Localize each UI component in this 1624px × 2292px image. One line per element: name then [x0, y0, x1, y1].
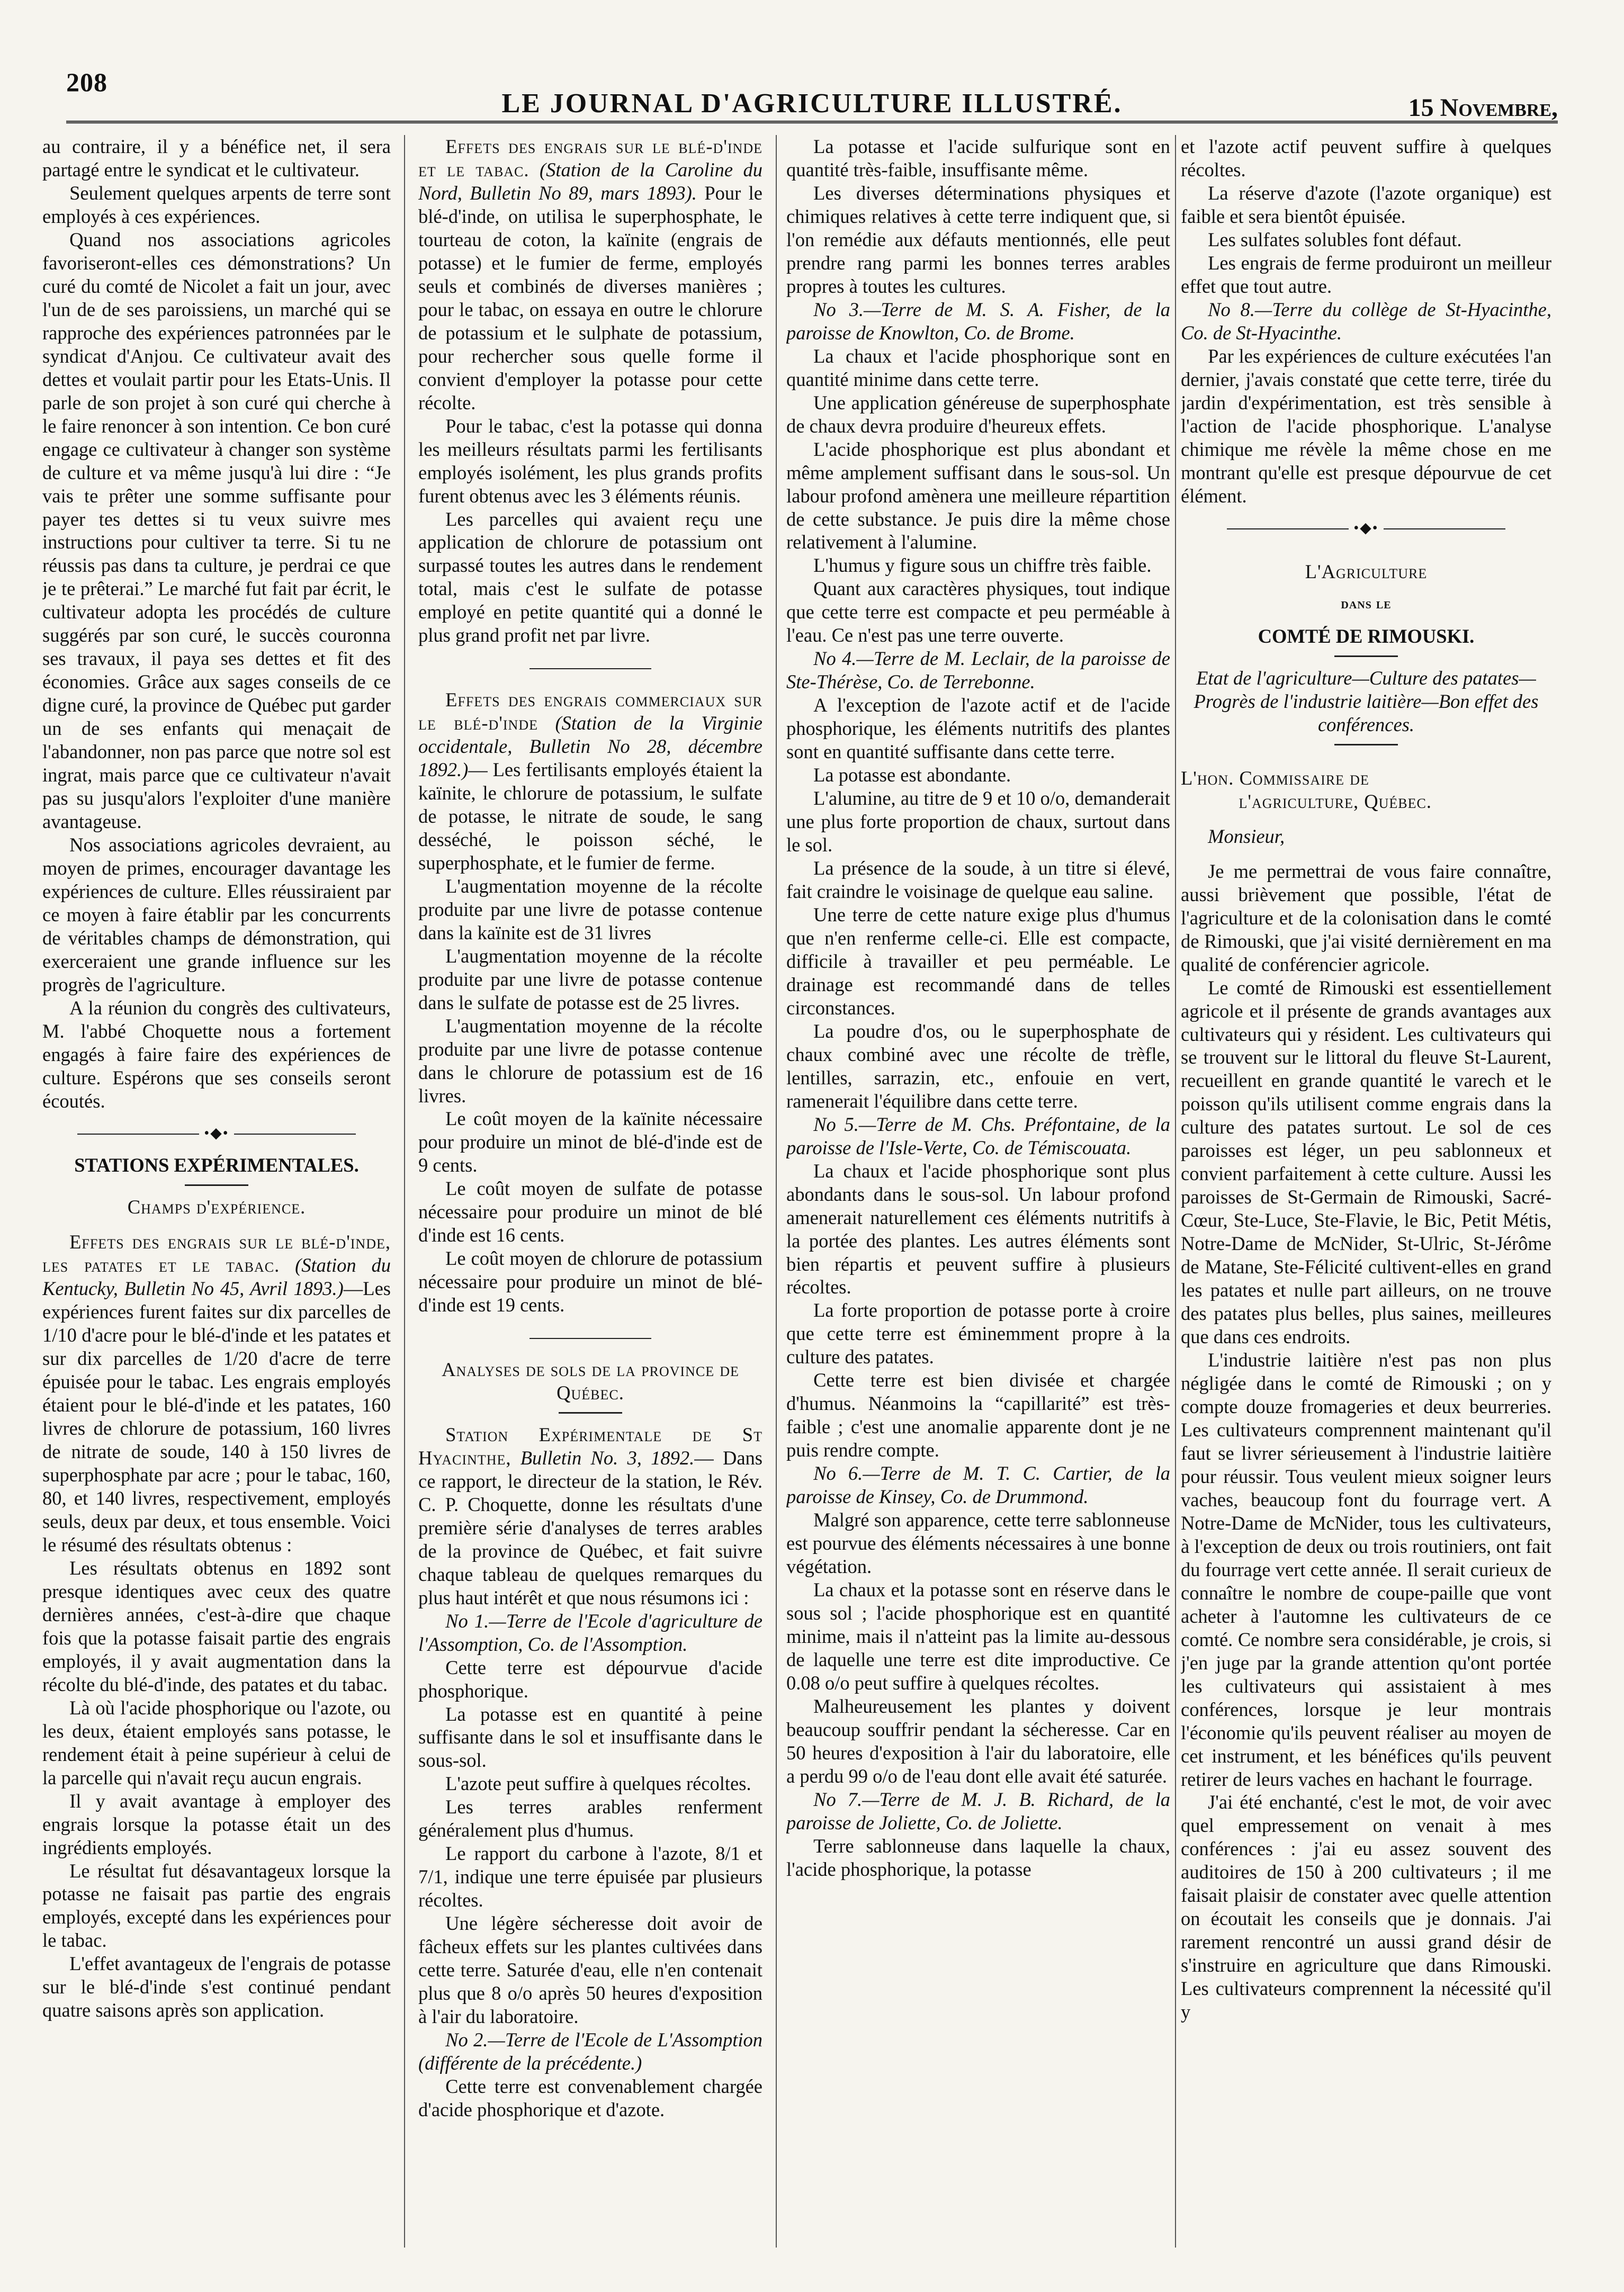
- short-rule: [559, 1412, 622, 1414]
- paragraph: La réserve d'azote (l'azote organique) est faible et sera bientôt épuisée.: [1181, 182, 1551, 227]
- column-3: [786, 135, 1170, 2250]
- paragraph: Les résultats obtenus en 1892 sont presque identiques avec ceux des quatre dernières années, c'est-à-dire que chaque fois que la potasse faisait partie des engrais employés, il y avait augmentation dans la récolte du blé-d'inde, des patates et du tabac.: [42, 1557, 391, 1695]
- paragraph: [418, 688, 762, 875]
- section-county: COMTÉ DE RIMOUSKI.: [1258, 625, 1475, 647]
- paragraph: L'azote peut suffire à quelques récoltes.: [445, 1773, 751, 1795]
- soil-heading: No 2.—Terre de l'Ecole de L'Assomption (différente de la précédente.): [418, 2029, 762, 2074]
- paragraph: Les sulfates solubles font défaut.: [1208, 228, 1462, 250]
- short-rule: [185, 1184, 248, 1186]
- paragraph: Là où l'acide phosphorique ou l'azote, ou les deux, étaient employés sans potasse, le rendement était à peine supérieur à celui de la parcelle qui n'avait reçu aucun engrais.: [42, 1696, 391, 1788]
- paragraph: L'augmentation moyenne de la récolte produite par une livre de potasse contenue dans le chlorure de potassium est de 16 livres.: [418, 1014, 762, 1107]
- article-text: —Les expériences furent faites sur dix parcelles de 1/10 d'acre pour le blé-d'inde et les patates et sur dix parcelles de 1/20 d'acre de terre épuisée pour le tabac. Les engrais employés étaient pour le blé-d'inde et les patates, 160 livres de chlorure de potassium, 160 livres de nitrate de soude, 140 à 150 livres de superphosphate par acre ; pour le tabac, 160, 80, et 140 livres, respectivement, employés seuls, deux par deux, et tous ensemble. Voici le résumé des résultats obtenus :: [42, 1278, 391, 1556]
- paragraph: Terre sablonneuse dans laquelle la chaux, l'acide phosphorique, la potasse: [786, 1835, 1170, 1880]
- paragraph: L'acide phosphorique est plus abondant et même amplement suffisant dans le sous-sol. Un labour profond amènera une meilleure répartition de cette substance. Je puis dire la même chose relativement à l'alumine.: [786, 438, 1170, 553]
- article-lead: Station Expérimentale de St Hyacinthe,: [418, 1423, 762, 1469]
- article-source: (Station du Kentucky, Bulletin No 45, Avril 1893.): [42, 1254, 391, 1300]
- article-text: Pour le blé-d'inde, on utilisa le superphosphate, le tourteau de coton, la kaïnite (engrais de potasse) et le fumier de ferme, employés seuls et combinés de diverses manières ; pour le tabac, on essaya en outre le chlorure de potassium et le sulphate de potassium, pour rechercher sous quelle forme il convient d'employer la potasse pour cette récolte.: [418, 182, 762, 414]
- paragraph: Quand nos associations agricoles favoriseront-elles ces démonstrations? Un curé du comté de Nicolet a fait un jour, avec l'un de de ses paroissiens, un marché qui se rapproche des expériences patronnées par le syndicat d'Anjou. Ce cultivateur avait des dettes et voulait partir pour les Etats-Unis. Il parle de son projet à son curé qui cherche à le faire renoncer à son intention. Ce bon curé engage ce cultivateur à changer son système de culture et va même jusqu'à lui dire : “Je vais te prêter une somme suffisante pour payer tes dettes si tu veux suivre mes instructions pour cultiver ta terre. Si tu ne réussis pas dans ta culture, je perdrai ce que je te prêterai.” Le marché fut fait par écrit, le cultivateur adopta les procédés de culture suggérés par son curé, le succès couronna ses travaux, il paya ses dettes et fit des économies. Grâce aux sages conseils de ce digne curé, la province de Québec put garder un de ses enfants qui menaçait de l'abandonner, non pas parce que notre sol est ingrat, mais parce que ce cultivateur n'avait pas su jusqu'alors l'exploiter d'une manière avantageuse.: [42, 228, 391, 833]
- paragraph: Cette terre est bien divisée et chargée d'humus. Néanmoins la “capillarité” est très-faible ; c'est une anomalie apparente dont je ne puis rendre compte.: [786, 1369, 1170, 1461]
- paragraph: L'humus y figure sous un chiffre très faible.: [813, 554, 1152, 577]
- paragraph: Une application généreuse de superphosphate de chaux devra produire d'heureux effets.: [786, 391, 1170, 437]
- paragraph: [418, 1423, 762, 1610]
- paragraph: [42, 1230, 391, 1557]
- paragraph: A l'exception de l'azote actif et de l'acide phosphorique, les éléments nutritifs des plantes sont en quantité suffisante dans cette terre.: [786, 694, 1170, 763]
- paragraph: au contraire, il y a bénéfice net, il sera partagé entre le syndicat et le cultivateur.: [42, 136, 391, 181]
- journal-title: LE JOURNAL D'AGRICULTURE ILLUSTRÉ.: [501, 88, 1123, 119]
- soil-heading: No 3.—Terre de M. S. A. Fisher, de la paroisse de Knowlton, Co. de Brome.: [786, 298, 1170, 344]
- page-header: [66, 62, 1558, 123]
- article-text: — Les fertilisants employés étaient la kaïnite, le chlorure de potassium, le sulfate de potasse, le nitrate de soude, le sang desséché, le poisson séché, le superphosphate, et le fumier de ferme.: [418, 758, 762, 874]
- paragraph: L'industrie laitière n'est pas non plus négligée dans le comté de Rimouski ; on y compte douze fromageries et deux beurreries. Les cultivateurs comprennent maintenant qu'il faut se livrer sérieusement à l'industrie laitière pour réussir. Tous veulent mieux soigner leurs vaches, beaucoup font du fourrage vert. A Notre-Dame de McNider, tous les cultivateurs, à l'exception de deux ou trois routiniers, ont fait du fourrage vert cette année. Il serait curieux de connaître le nombre de coupe-paille que vont acheter à l'automne les cultivateurs de ce comté. Ce nombre sera considérable, je crois, si j'en juge par la grande attention qu'ont portée les cultivateurs qui assistaient à mes conférences, lorsque je leur montrais l'économie qu'ils peuvent réaliser au moyen de cet instrument, et les bénéfices qu'ils peuvent retirer de leurs vaches en hachant le fourrage.: [1181, 1349, 1551, 1790]
- paragraph: Les parcelles qui avaient reçu une application de chlorure de potassium ont surpassé toutes les autres dans le rendement total, mais c'est le sulfate de potasse employé en petite quantité qui a donné le plus grand profit net par livre.: [418, 508, 762, 646]
- paragraph: La potasse est en quantité à peine suffisante dans le sol et insuffisante dans le sous-sol.: [418, 1703, 762, 1772]
- section-summary: Etat de l'agriculture—Culture des patates—Progrès de l'industrie laitière—Bon effet des conférences.: [1194, 667, 1539, 735]
- paragraph: Le coût moyen de sulfate de potasse nécessaire pour produire un minot de blé d'inde est 16 cents.: [418, 1178, 762, 1246]
- paragraph: Les terres arables renferment généralement plus d'humus.: [418, 1796, 762, 1841]
- section-divider: •◆•: [42, 1125, 391, 1143]
- paragraph: Le comté de Rimouski est essentiellement agricole et il présente de grands avantages aux cultivateurs qui y résident. Les cultivateurs qui se trouvent sur le littoral du fleuve St-Laurent, recueillent en grande quantité le varech et le poisson qu'ils utilisent comme engrais dans la culture des patates surtout. Le sol de ces paroisses est léger, un peu sablonneux et convient parfaitement à cette culture. Aussi les paroisses de St-Germain de Rimouski, Sacré-Cœur, Ste-Luce, Ste-Flavie, le Bic, Petit Métis, Notre-Dame de McNider, St-Ulric, St-Jérôme de Matane, Ste-Félicité cultivent-elles en grand les patates et nulle part ailleurs, on ne trouve des patates plus belles, plus saines, meilleures que dans ces endroits.: [1181, 976, 1551, 1348]
- soil-heading: No 4.—Terre de M. Leclair, de la paroisse de Ste-Thérèse, Co. de Terrebonne.: [786, 648, 1170, 693]
- paragraph: Cette terre est dépourvue d'acide phosphorique.: [418, 1656, 762, 1702]
- subsection-title: Champs d'expérience.: [127, 1196, 306, 1218]
- paragraph: Le résultat fut désavantageux lorsque la potasse ne faisait pas partie des engrais employés, excepté dans les expériences pour le tabac.: [42, 1859, 391, 1952]
- paragraph: Nos associations agricoles devraient, au moyen de primes, encourager davantage les expériences de culture. Elles réussiraient par ce moyen à faire établir par les concurrents de véritables champs de démonstration, qui exerceraient une grande influence sur les progrès de l'agriculture.: [42, 834, 391, 995]
- column-4: [1181, 135, 1551, 2250]
- paragraph: Par les expériences de culture exécutées l'an dernier, j'avais constaté que cette terre, tirée du jardin d'expérimentation, est très sensible à l'action de l'acide phosphorique. L'analyse chimique me révèle la même chose en me montrant qu'elle est presque dépourvue de cet élément.: [1181, 345, 1551, 507]
- letter-address: L'hon. Commissaire de: [1181, 767, 1369, 789]
- article-source: (Station de la Caroline du Nord, Bulletin No 89, mars 1893).: [418, 158, 762, 204]
- paragraph: Il y avait avantage à employer des engrais lorsque la potasse était un des ingrédients employés.: [42, 1790, 391, 1858]
- paragraph: L'alumine, au titre de 9 et 10 o/o, demanderait une plus forte proportion de chaux, surtout dans le sol.: [786, 787, 1170, 856]
- soil-heading: No 7.—Terre de M. J. B. Richard, de la paroisse de Joliette, Co. de Joliette.: [786, 1788, 1170, 1833]
- paragraph: Malgré son apparence, cette terre sablonneuse est pourvue des éléments nécessaires à une bonne végétation.: [786, 1509, 1170, 1578]
- article-lead: Effets des engrais sur le blé-d'inde et le tabac.: [418, 136, 762, 181]
- paragraph: [418, 135, 762, 415]
- paragraph: La présence de la soude, à un titre si élevé, fait craindre le voisinage de quelque eau saline.: [786, 857, 1170, 902]
- paragraph: La forte proportion de potasse porte à croire que cette terre est éminemment propre à la culture des patates.: [786, 1299, 1170, 1368]
- soil-heading: No 1.—Terre de l'Ecole d'agriculture de l'Assomption, Co. de l'Assomption.: [418, 1610, 762, 1655]
- paragraph: L'augmentation moyenne de la récolte produite par une livre de potasse contenue dans la kaïnite est de 31 livres: [418, 875, 762, 943]
- paragraph: J'ai été enchanté, c'est le mot, de voir avec quel empressement on venait à mes conférences : j'ai eu assez souvent des auditoires de 150 à 200 cultivateurs ; il me faisait plaisir de constater avec quelle attention on écoutait les conseils que je donnais. J'ai rarement rencontré un aussi grand désir de s'instruire en agriculture que dans Rimouski. Les cultivateurs comprennent la nécessité qu'il y: [1181, 1791, 1551, 2023]
- paragraph: Une terre de cette nature exige plus d'humus que n'en renferme celle-ci. Elle est compacte, difficile à travailler et peu perméable. Le drainage est recommandé dans de telles circonstances.: [786, 903, 1170, 1019]
- short-rule: [1334, 744, 1398, 745]
- paragraph: La potasse est abondante.: [813, 764, 1011, 786]
- paragraph: Le coût moyen de chlorure de potassium nécessaire pour produire un minot de blé-d'inde est 19 cents.: [418, 1247, 762, 1316]
- paragraph: L'augmentation moyenne de la récolte produite par une livre de potasse contenue dans le sulfate de potasse est de 25 livres.: [418, 945, 762, 1013]
- column-rule: [404, 135, 405, 2248]
- paragraph: A la réunion du congrès des cultivateurs, M. l'abbé Choquette nous a fortement engagés à faire faire des expériences de culture. Espérons que ses conseils seront écoutés.: [42, 996, 391, 1112]
- paragraph: La chaux et l'acide phosphorique sont plus abondants dans le sous-sol. Un labour profond amenerait naturellement ces éléments nutritifs à la portée des plantes. Les autres éléments sont bien répartis et peuvent suffire à plusieurs récoltes.: [786, 1160, 1170, 1298]
- paragraph: Le rapport du carbone à l'azote, 8/1 et 7/1, indique une terre épuisée par plusieurs récoltes.: [418, 1842, 762, 1911]
- column-rule: [776, 135, 777, 2248]
- issue-date: 15 Novembre,: [1408, 94, 1558, 122]
- soil-heading: No 5.—Terre de M. Chs. Préfontaine, de la paroisse de l'Isle-Verte, Co. de Témiscouata.: [786, 1113, 1170, 1158]
- column-2: [418, 135, 762, 2250]
- paragraph: et l'azote actif peuvent suffire à quelques récoltes.: [1181, 136, 1551, 181]
- short-rule: [1334, 655, 1398, 657]
- paragraph: Pour le tabac, c'est la potasse qui donna les meilleurs résultats parmi les fertilisants employés isolément, les plus grands profits furent obtenus avec les 3 éléments réunis.: [418, 415, 762, 507]
- section-divider: •◆•: [1181, 519, 1551, 537]
- paragraph: Malheureusement les plantes y doivent beaucoup souffrir pendant la sécheresse. Car en 50 heures d'exposition à l'air du laboratoire, elle a perdu 99 o/o de l'eau dont elle avait été saturée.: [786, 1695, 1170, 1787]
- paragraph: L'effet avantageux de l'engrais de potasse sur le blé-d'inde s'est continué pendant quatre saisons après son application.: [42, 1953, 391, 2021]
- section-divider: [418, 659, 762, 677]
- soil-heading: No 8.—Terre du collège de St-Hyacinthe, Co. de St-Hyacinthe.: [1181, 298, 1551, 344]
- column-1: [42, 135, 391, 2250]
- article-lead: Effets des engrais commerciaux sur le blé-d'inde: [418, 689, 762, 734]
- section-title: L'Agriculture: [1305, 561, 1428, 583]
- paragraph: La chaux et l'acide phosphorique sont en quantité minime dans cette terre.: [786, 345, 1170, 390]
- column-rule: [1175, 135, 1176, 2248]
- section-divider: [418, 1328, 762, 1346]
- section-subtitle: dans le: [1341, 596, 1392, 613]
- paragraph: Cette terre est convenablement chargée d'acide phosphorique et d'azote.: [418, 2075, 762, 2120]
- paragraph: La poudre d'os, ou le superphosphate de chaux combiné avec une récolte de trèfle, lentilles, sarrazin, etc., enfouie en vert, ramenerait l'équilibre dans cette terre.: [786, 1020, 1170, 1112]
- article-lead: Effets des engrais sur le blé-d'inde, les patates et le tabac.: [42, 1231, 391, 1277]
- paragraph: La chaux et la potasse sont en réserve dans le sous sol ; l'acide phosphorique est en quantité minime, mais il n'atteint pas la limite au-dessous de laquelle une terre est dite improductive. Ce 0.08 o/o peut suffire à quelques récoltes.: [786, 1579, 1170, 1694]
- paragraph: Une légère sécheresse doit avoir de fâcheux effets sur les plantes cultivées dans cette terre. Saturée d'eau, elle n'en contenait plus que 8 o/o après 50 heures d'exposition à l'air du laboratoire.: [418, 1912, 762, 2028]
- article-source: Bulletin No. 3, 1892.: [520, 1446, 695, 1469]
- article-text: — Dans ce rapport, le directeur de la station, le Rév. C. P. Choquette, donne les résultats d'une première série d'analyses de terres arables de la province de Québec, et fait suivre chaque tableau de quelques remarques du plus haut intérêt et que nous résumons ici :: [418, 1446, 762, 1608]
- letter-address: l'agriculture, Québec.: [1239, 790, 1432, 812]
- article-source: (Station de la Virginie occidentale, Bulletin No 28, décembre 1892.): [418, 712, 762, 780]
- paragraph: Je me permettrai de vous faire connaître, aussi brièvement que possible, l'état de l'agriculture et de la colonisation dans le comté de Rimouski, que j'ai visité dernièrement en ma qualité de conférencier agricole.: [1181, 860, 1551, 975]
- section-title: Analyses de sols de la province de Québec.: [442, 1358, 739, 1404]
- paragraph: La potasse et l'acide sulfurique sont en quantité très-faible, insuffisante même.: [786, 136, 1170, 181]
- paragraph: Le coût moyen de la kaïnite nécessaire pour produire un minot de blé-d'inde est de 9 cents.: [418, 1108, 762, 1176]
- section-title: STATIONS EXPÉRIMENTALES.: [74, 1154, 359, 1176]
- paragraph: Quant aux caractères physiques, tout indique que cette terre est compacte et peu perméable à l'eau. Ce n'est pas une terre ouverte.: [786, 578, 1170, 646]
- letter-salutation: Monsieur,: [1208, 825, 1285, 847]
- paragraph: Les engrais de ferme produiront un meilleur effet que tout autre.: [1181, 251, 1551, 297]
- paragraph: Les diverses déterminations physiques et chimiques relatives à cette terre indiquent que, si l'on remédie aux défauts mentionnés, elle peut prendre rang parmi les bonnes terres arables propres à toutes les cultures.: [786, 182, 1170, 297]
- soil-heading: No 6.—Terre de M. T. C. Cartier, de la paroisse de Kinsey, Co. de Drummond.: [786, 1462, 1170, 1508]
- paragraph: Seulement quelques arpents de terre sont employés à ces expériences.: [42, 182, 391, 227]
- page-number: 208: [66, 67, 107, 97]
